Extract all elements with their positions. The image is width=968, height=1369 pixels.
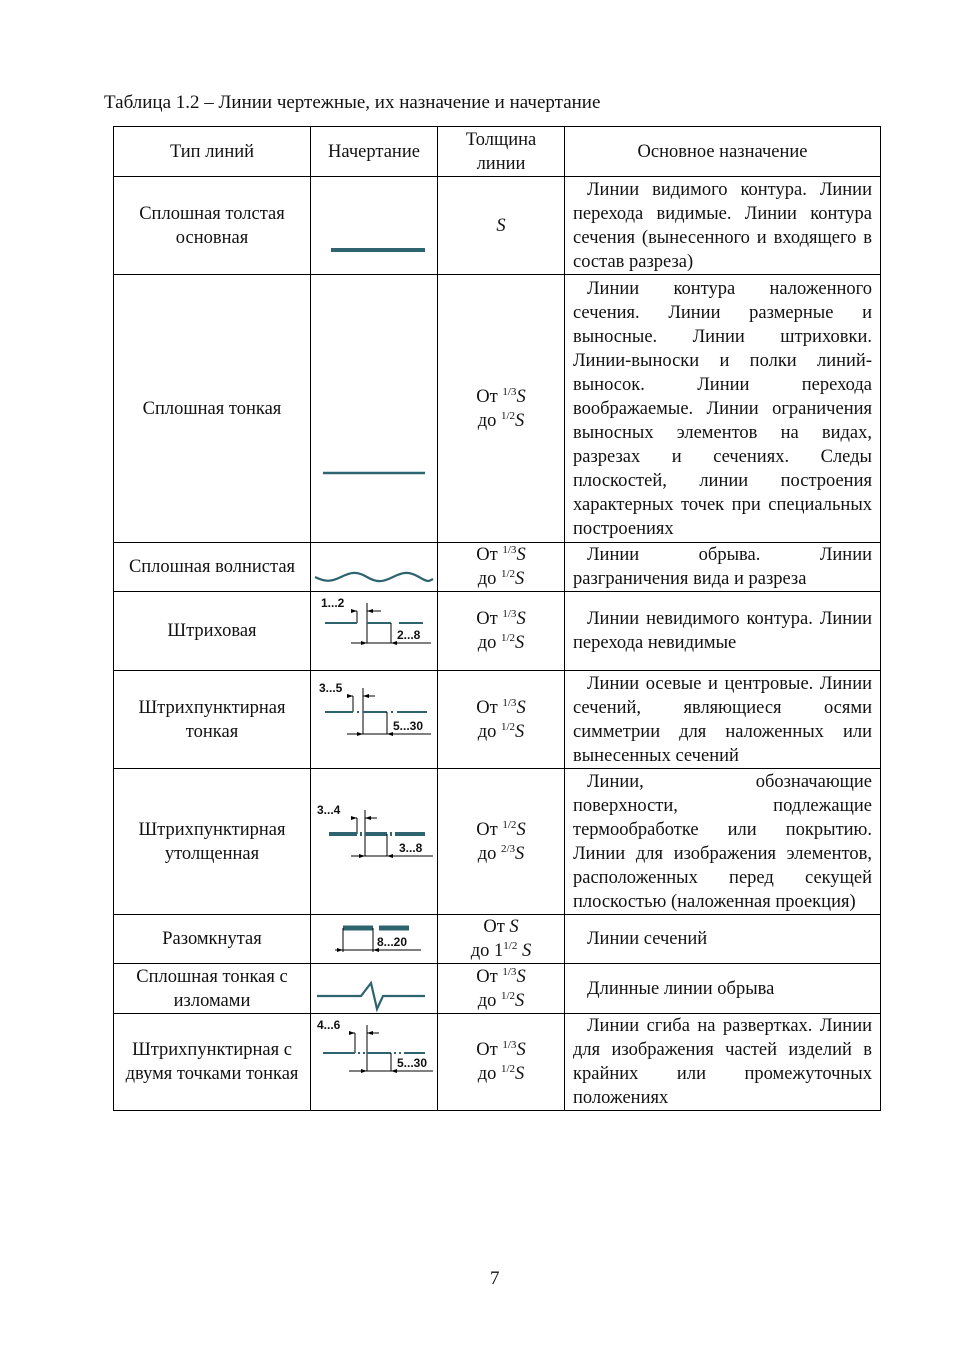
line-thickness: От $^{1/3}$S до $^{1/2}$S bbox=[438, 671, 565, 769]
line-thickness: От $^{1/3}$S до $^{1/2}$S bbox=[438, 275, 565, 543]
table-row bbox=[114, 915, 881, 964]
line-drawing bbox=[311, 275, 438, 543]
line-purpose: Длинные линии обрыва bbox=[565, 964, 881, 1014]
table-row bbox=[114, 177, 881, 275]
dim-gap-label: 3...5 bbox=[319, 680, 343, 695]
zigzag-break-line-sample bbox=[311, 965, 438, 1013]
line-purpose: Линии сечений bbox=[565, 915, 881, 964]
page-number: 7 bbox=[490, 1268, 500, 1289]
dim-gap-label: 3...4 bbox=[317, 802, 341, 817]
table-row bbox=[114, 671, 881, 769]
dim-gap-label: 1...2 bbox=[321, 595, 345, 610]
line-thickness: От $^{1/2}$S до $^{2/3}$S bbox=[438, 769, 565, 915]
line-thickness: От $^{1/3}$S до $^{1/2}$S bbox=[438, 543, 565, 592]
line-drawing bbox=[311, 177, 438, 275]
dashed-line-sample bbox=[311, 593, 438, 670]
dim-dash-label: 3...8 bbox=[399, 840, 423, 855]
dim-gap-label: 4...6 bbox=[317, 1017, 341, 1032]
dash-dot-thick-line-sample bbox=[311, 770, 438, 914]
line-thickness: От $^{1/3}$S до $^{1/2}$S bbox=[438, 592, 565, 671]
line-type: Сплошная тонкая с изломами bbox=[114, 964, 311, 1014]
header-thickness: Толщина линии bbox=[438, 127, 565, 177]
solid-thick-line-sample bbox=[311, 178, 438, 274]
line-drawing bbox=[311, 964, 438, 1014]
line-drawing bbox=[311, 671, 438, 769]
table-row bbox=[114, 964, 881, 1014]
wavy-line-sample bbox=[311, 544, 438, 591]
line-thickness: От $^{1/3}$S до $^{1/2}$S bbox=[438, 1014, 565, 1111]
line-purpose: Линии обрыва. Линии разграничения вида и разреза bbox=[565, 543, 881, 592]
line-purpose: Линии невидимого контура. Линии перехода невидимые bbox=[565, 592, 881, 671]
line-drawing bbox=[311, 915, 438, 964]
line-thickness: От S до $1^{1/2}$ S bbox=[438, 915, 565, 964]
line-drawing bbox=[311, 769, 438, 915]
line-drawing bbox=[311, 543, 438, 592]
line-purpose: Линии видимого контура. Линии перехода видимые. Линии контура сечения (вынесенного и входящего в состав разреза) bbox=[565, 177, 881, 275]
table-caption: Таблица 1.2 – Линии чертежные, их назначение и начертание bbox=[104, 92, 601, 113]
dim-dash-label: 8...20 bbox=[377, 934, 408, 949]
line-type: Штриховая bbox=[114, 592, 311, 671]
line-type: Разомкнутая bbox=[114, 915, 311, 964]
table-row bbox=[114, 543, 881, 592]
line-types-table bbox=[113, 126, 881, 1111]
table-row bbox=[114, 592, 881, 671]
header-purpose: Основное назначение bbox=[565, 127, 881, 177]
table-header-row bbox=[114, 127, 881, 177]
line-type: Сплошная толстая основная bbox=[114, 177, 311, 275]
line-purpose: Линии контура наложенного сечения. Линии размерные и выносные. Линии штриховки. Линии-выноски и полки линий-выносок. Линии перехода воображаемые. Линии ограничения выносных элементов на видах, разрезах и сечениях. Следы плоскостей, линии построения характерных точек при специальных построениях bbox=[565, 275, 881, 543]
dim-dash-label: 2...8 bbox=[397, 627, 421, 642]
line-thickness: S bbox=[438, 177, 565, 275]
solid-thin-line-sample bbox=[311, 276, 438, 542]
line-purpose: Линии, обозначающие поверхности, подлежащие термообработке или покрытию. Линии для изображения элементов, расположенных перед секущей плоскостью (наложенная проекция) bbox=[565, 769, 881, 915]
open-line-sample bbox=[311, 916, 438, 963]
dash-two-dots-line-sample bbox=[311, 1015, 438, 1110]
table-row bbox=[114, 275, 881, 543]
line-drawing bbox=[311, 592, 438, 671]
table-row bbox=[114, 1014, 881, 1111]
line-thickness: От $^{1/3}$S до $^{1/2}$S bbox=[438, 964, 565, 1014]
line-type: Штрихпунктирная с двумя точками тонкая bbox=[114, 1014, 311, 1111]
line-type: Сплошная волнистая bbox=[114, 543, 311, 592]
line-purpose: Линии сгиба на развертках. Линии для изображения частей изделий в крайних или промежуточных положениях bbox=[565, 1014, 881, 1111]
line-purpose: Линии осевые и центровые. Линии сечений, являющиеся осями симметрии для наложенных или вынесенных сечений bbox=[565, 671, 881, 769]
dash-dot-thin-line-sample bbox=[311, 672, 438, 768]
line-drawing bbox=[311, 1014, 438, 1111]
dim-dash-label: 5...30 bbox=[393, 718, 424, 733]
table-row bbox=[114, 769, 881, 915]
line-type: Штрихпунктирная тонкая bbox=[114, 671, 311, 769]
header-drawing: Начертание bbox=[311, 127, 438, 177]
header-type: Тип линий bbox=[114, 127, 311, 177]
line-type: Штрихпунктирная утолщенная bbox=[114, 769, 311, 915]
line-type: Сплошная тонкая bbox=[114, 275, 311, 543]
dim-dash-label: 5...30 bbox=[397, 1055, 428, 1070]
